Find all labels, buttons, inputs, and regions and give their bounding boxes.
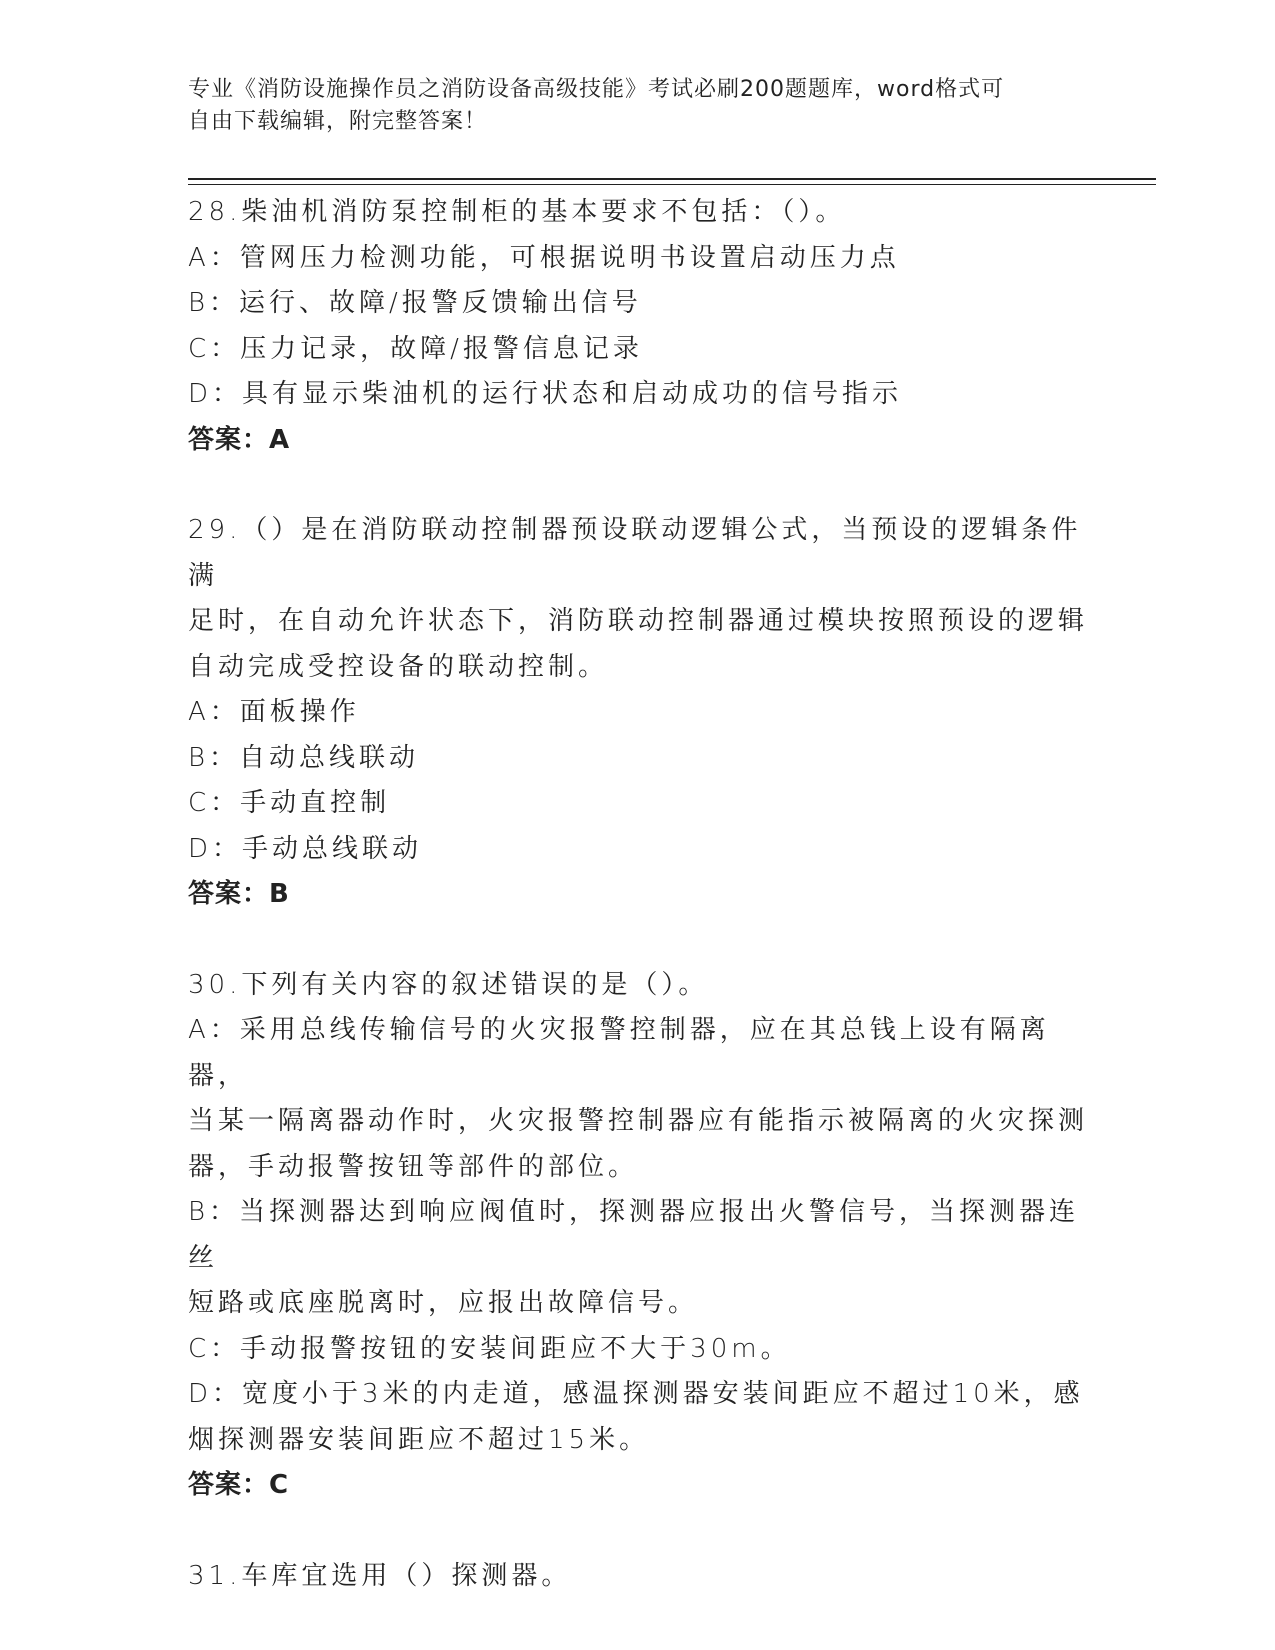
header-divider-thin xyxy=(188,184,1156,185)
option-d: D：手动总线联动 xyxy=(188,833,423,864)
answer-line: 答案：A xyxy=(188,424,291,455)
question-stem-line: 31.车库宜选用（）探测器。 xyxy=(188,1560,572,1591)
option-a-continued: 当某一隔离器动作时，火灾报警控制器应有能指示被隔离的火灾探测 xyxy=(188,1106,1089,1136)
question-stem-line: 足时，在自动允许状态下，消防联动控制器通过模块按照预设的逻辑 xyxy=(188,606,1089,636)
option-c: C：压力记录，故障/报警信息记录 xyxy=(188,333,643,364)
option-c: C：手动报警按钮的安装间距应不大于30m。 xyxy=(188,1333,791,1364)
question-29 xyxy=(188,508,1088,918)
option-a: A：面板操作 xyxy=(188,697,360,727)
header-line-1: 专业《消防设施操作员之消防设备高级技能》考试必刷200题题库，word格式可 xyxy=(188,77,1005,102)
question-28 xyxy=(188,190,1088,463)
option-d-continued: 烟探测器安装间距应不超过15米。 xyxy=(188,1424,650,1455)
option-c: C：手动直控制 xyxy=(188,788,391,818)
header-divider-thick xyxy=(188,178,1156,180)
option-d: D：具有显示柴油机的运行状态和启动成功的信号指示 xyxy=(188,379,903,409)
option-a-continued: 器，手动报警按钮等部件的部位。 xyxy=(188,1151,639,1182)
answer-line: 答案：C xyxy=(188,1470,290,1500)
option-a: A：采用总线传输信号的火灾报警控制器，应在其总钱上设有隔离器， xyxy=(188,1015,1050,1091)
question-list xyxy=(188,190,1088,1599)
question-spacer xyxy=(188,1509,1088,1554)
header-line-2: 自由下载编辑，附完整答案！ xyxy=(188,109,488,134)
option-a: A：管网压力检测功能，可根据说明书设置启动压力点 xyxy=(188,242,900,273)
option-b: B：运行、故障/报警反馈输出信号 xyxy=(188,288,642,318)
question-stem-line: 自动完成受控设备的联动控制。 xyxy=(188,651,609,682)
option-b: B：当探测器达到响应阀值时，探测器应报出火警信号，当探测器连丝 xyxy=(188,1197,1080,1273)
question-stem-line: 28.柴油机消防泵控制柜的基本要求不包括：（）。 xyxy=(188,197,846,227)
answer-line: 答案：B xyxy=(188,879,290,909)
question-30 xyxy=(188,963,1088,1509)
option-b-continued: 短路或底座脱离时，应报出故障信号。 xyxy=(188,1288,699,1318)
question-stem-line: 29.（）是在消防联动控制器预设联动逻辑公式，当预设的逻辑条件满 xyxy=(188,515,1082,591)
document-header xyxy=(188,74,1068,138)
question-31 xyxy=(188,1554,1088,1600)
question-stem-line: 30.下列有关内容的叙述错误的是（）。 xyxy=(188,969,709,1000)
question-spacer xyxy=(188,463,1088,508)
option-d: D：宽度小于3米的内走道，感温探测器安装间距应不超过10米，感 xyxy=(188,1379,1084,1409)
option-b: B：自动总线联动 xyxy=(188,742,420,773)
question-spacer xyxy=(188,918,1088,963)
